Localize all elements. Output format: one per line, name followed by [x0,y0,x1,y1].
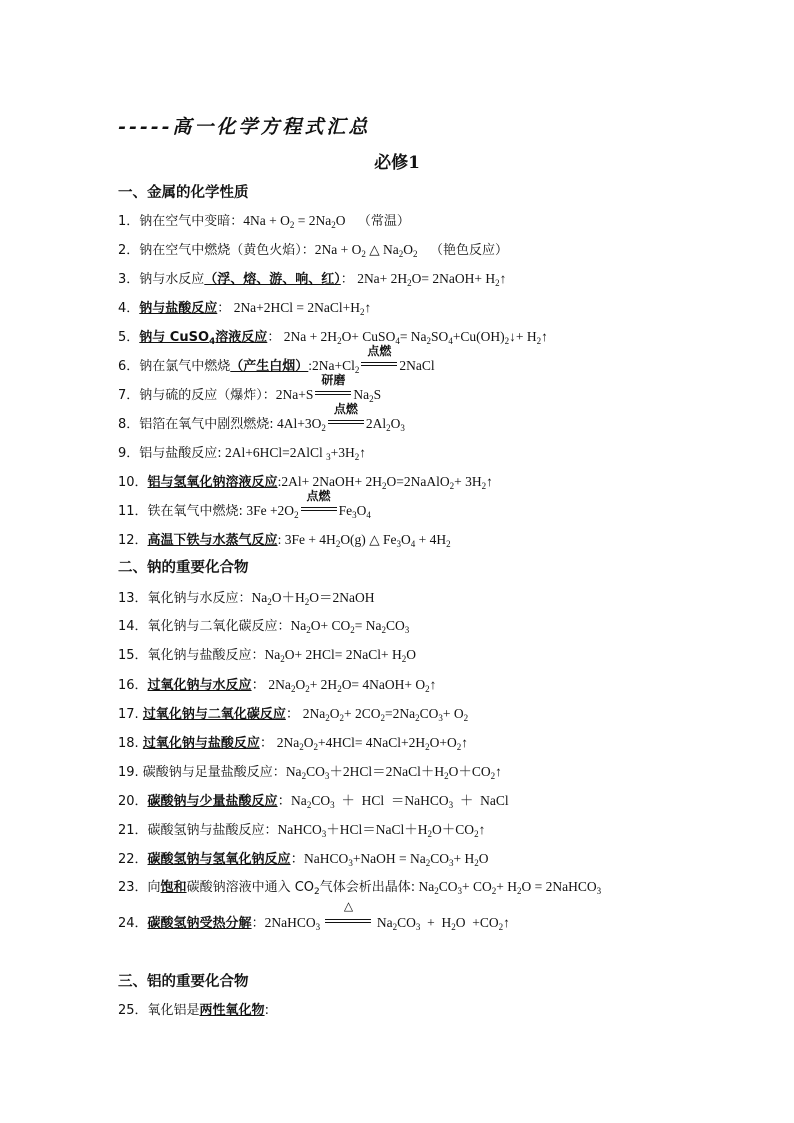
equation-line-10: 10．铝与氢氧化钠溶液反应:2Al+ 2NaOH+ $2H_2O=2NaAlO_2+$ $3H_2↑$ [118,474,493,491]
equation-line-18: 18. 过氧化钠与盐酸反应： $2Na_2O_2+4HCl=$ $4NaCl+2H_2O+O_2↑$ [118,735,469,752]
section-heading-3: 三、铝的重要化合物 [118,974,249,990]
equation-line-12: 12．高温下铁与水蒸气反应: $3Fe + 4H_2O(g)$ △ $Fe_3O_4 + 4H_2$ [118,532,451,549]
section-heading-2: 二、钠的重要化合物 [118,560,249,576]
equation-line-3: 3．钠与水反应（浮、熔、游、响、红）： $2Na+ 2H_2O=$ 2NaOH+ $H_2↑$ [118,271,507,288]
equation-line-19: 19. 碳酸钠与足量盐酸反应：$Na_2CO_3+2HCl=2NaCl+H_2O+CO_2↑$ [118,764,502,781]
equation-line-2: 2．钠在空气中燃烧（黄色火焰）：$2Na + O_2$ △ $Na_2O_2$ （艳色反应） [118,242,508,259]
equation-line-21: 21．碳酸氢钠与盐酸反应：$NaHCO_3+HCl=NaCl+H_2O+CO_2↑$ [118,822,486,839]
equation-line-14: 14．氧化钠与二氧化碳反应：$Na_2O+ CO_2= Na_2CO_3$ [118,618,410,635]
equation-line-5: 5．钠与 CuSO$_4$溶液反应： $2Na + 2H_2O+$ CuSO$_4$= $Na_2SO_4+Cu(OH)_2↓+$ $H_2↑$ [118,329,548,347]
condition-arrow: △ [323,913,373,927]
equation-line-15: 15．氧化钠与盐酸反应：$Na_2O+ 2HCl=$ 2NaCl+ $H_2O$ [118,647,417,664]
equation-line-20: 20．碳酸钠与少量盐酸反应：$Na_2CO_3$ ＋ HCl ＝NaHCO$_3$ ＋ NaCl [118,793,509,810]
page-title: -----高一化学方程式汇总 [118,116,371,138]
equation-line-9: 9．铝与盐酸反应: 2Al+6HCl=2AlCl $_3+3H_2↑$ [118,445,367,462]
equation-line-1: 1．钠在空气中变暗：$4Na + O_2 = 2Na_2O$ （常温） [118,213,410,230]
equation-line-23: 23．向饱和碳酸钠溶液中通入 $CO_2$气体会析出晶体: $Na_2CO_3+ CO_2+ H_2O$ = 2NaHCO$_3$ [118,879,602,897]
equation-line-7: 7．钠与硫的反应（爆炸）：2Na+S 研磨 $Na_2S$ [118,373,382,404]
equation-line-17: 17. 过氧化钠与二氧化碳反应： $2Na_2O_2+ 2CO_2=2Na_2CO_3+ O_2$ [118,706,469,723]
equation-line-25: 25．氧化铝是两性氧化物: [118,1003,269,1018]
equation-line-22: 22．碳酸氢钠与氢氧化钠反应：NaHCO$_3$+NaOH = $Na_2CO_3+ H_2O$ [118,851,489,868]
equation-line-16: 16．过氧化钠与水反应： $2Na_2O_2+ 2H_2O=$ 4NaOH+ $O_2↑$ [118,677,437,694]
equation-line-8: 8．铝箔在氧气中剧烈燃烧: $4Al+3O_2$ 点燃 $2Al_2O_3$ [118,402,405,433]
section-heading-1: 一、金属的化学性质 [118,185,249,201]
condition-arrow: 研磨 [313,385,353,399]
condition-arrow: 点燃 [326,414,366,428]
condition-arrow: 点燃 [359,356,399,370]
equation-line-4: 4．钠与盐酸反应： $2Na+2HCl = 2NaCl+H_2↑$ [118,300,372,317]
equation-line-24: 24．碳酸氢钠受热分解：2NaHCO$_3$ △ $Na_2CO_3 + H_2O$ $+CO_2↑$ [118,899,510,932]
equation-line-13: 13．氧化钠与水反应：$Na_2O+H_2O=2NaOH$ [118,590,375,607]
condition-arrow: 点燃 [299,501,339,515]
page-subtitle: 必修1 [374,153,420,173]
equation-line-6: 6．钠在氯气中燃烧（产生白烟）$:2Na+Cl_2$ 点燃 2NaCl [118,344,435,375]
equation-line-11: 11．铁在氧气中燃烧: $3Fe +2O_2$ 点燃 $Fe_3O_4$ [118,489,371,520]
